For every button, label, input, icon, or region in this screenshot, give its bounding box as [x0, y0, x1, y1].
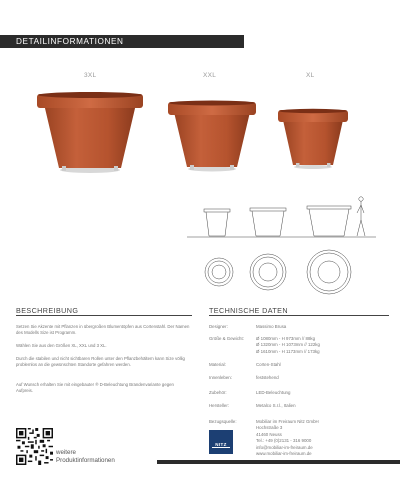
pot-3xl-image: [37, 92, 143, 173]
logo-line: [212, 447, 230, 448]
beschreibung-title: BESCHREIBUNG: [16, 306, 79, 315]
tech-value-line: Ø 1320mm - H 1073mm // 122kg: [256, 342, 320, 348]
tech-value: [256, 336, 386, 355]
tech-label: Designer:: [209, 324, 228, 329]
qr-code-icon[interactable]: [16, 428, 53, 465]
tech-label: Bezugsquelle:: [209, 419, 237, 424]
tech-value: [256, 419, 386, 457]
tech-value-line: Mobiliar im Freiraum Nitz GmbH: [256, 419, 319, 424]
tech-value: [256, 390, 386, 396]
tech-label: Hersteller:: [209, 403, 230, 408]
tech-value-line: Ø 1610mm - H 1173mm // 173kg: [256, 348, 320, 354]
tech-value-line[interactable]: www.mobiliar-im-freiraum.de: [256, 451, 312, 457]
tech-value-line: Massimo Brusa: [256, 324, 287, 329]
nitz-logo: [209, 430, 233, 454]
tech-value: [256, 324, 386, 330]
tech-value: [256, 403, 386, 409]
technische-daten-rule: [209, 315, 389, 316]
size-label-3xl: 3XL: [84, 72, 97, 79]
tech-label: Größe & Gewicht:: [209, 336, 244, 341]
tech-value-line: Ø 1080mm - H 973mm // 88kg: [256, 336, 316, 341]
tech-value-line: Hochstraße 3: [256, 425, 283, 431]
tech-label: Material:: [209, 362, 226, 367]
tech-value-line: LED-Beleuchtung: [256, 390, 291, 395]
beschreibung-rule: [16, 315, 192, 316]
pot-xxl-image: [168, 101, 256, 172]
tech-value-line: Metalco S.r.l., Italien: [256, 403, 296, 408]
top-view-drawing: [205, 250, 351, 294]
beschreibung-paragraph-4: Auf Wunsch erhalten Sie mit eingebauter ® D-Beleuchtung Brandenvariante gegen Aufpreis.: [16, 382, 174, 394]
tech-value-line: Corten-Stahl: [256, 362, 281, 367]
side-elevation-drawing: [187, 197, 376, 237]
qr-caption-line: Produktinformationen: [56, 457, 115, 464]
footer-bar: [157, 460, 400, 464]
beschreibung-paragraph-2: Wählen Sie aus den Größen XL, XXL und 3 XL.: [16, 343, 107, 348]
tech-value-line: Tel.: +49 (0)2131 - 316 9000: [256, 438, 312, 444]
tech-value-line[interactable]: info@mobiliar-im-freiraum.de: [256, 444, 313, 450]
technische-daten-title: TECHNISCHE DATEN: [209, 306, 288, 315]
logo-text: NITZ: [215, 442, 227, 447]
tech-value-line: feststehend: [256, 375, 279, 380]
tech-value-line: 41460 Neuss: [256, 431, 282, 437]
qr-caption[interactable]: [56, 449, 115, 465]
tech-value: [256, 362, 386, 368]
page-title: DETAILINFORMATIONEN: [16, 36, 124, 46]
tech-label: Zubehör:: [209, 390, 227, 395]
size-label-xl: XL: [306, 72, 315, 79]
tech-label: Innenleben:: [209, 375, 232, 380]
tech-value: [256, 375, 386, 381]
beschreibung-paragraph-3: Durch die stabilen und nicht sichtbaren Rollen unter den Pflanzbehältern kann Size völlig problemlos an die gewünschten Standorte gefahren werden.: [16, 356, 185, 368]
size-label-xxl: XXL: [203, 72, 217, 79]
beschreibung-paragraph-1: Setzen Sie Akzente mit Pflanzen in übergroßen Blumentöpfen aus Cortenstahl. Der Namen des Modells Size ist Programm.: [16, 324, 190, 336]
pot-xl-image: [278, 109, 348, 169]
qr-caption-line: weitere: [56, 449, 76, 456]
